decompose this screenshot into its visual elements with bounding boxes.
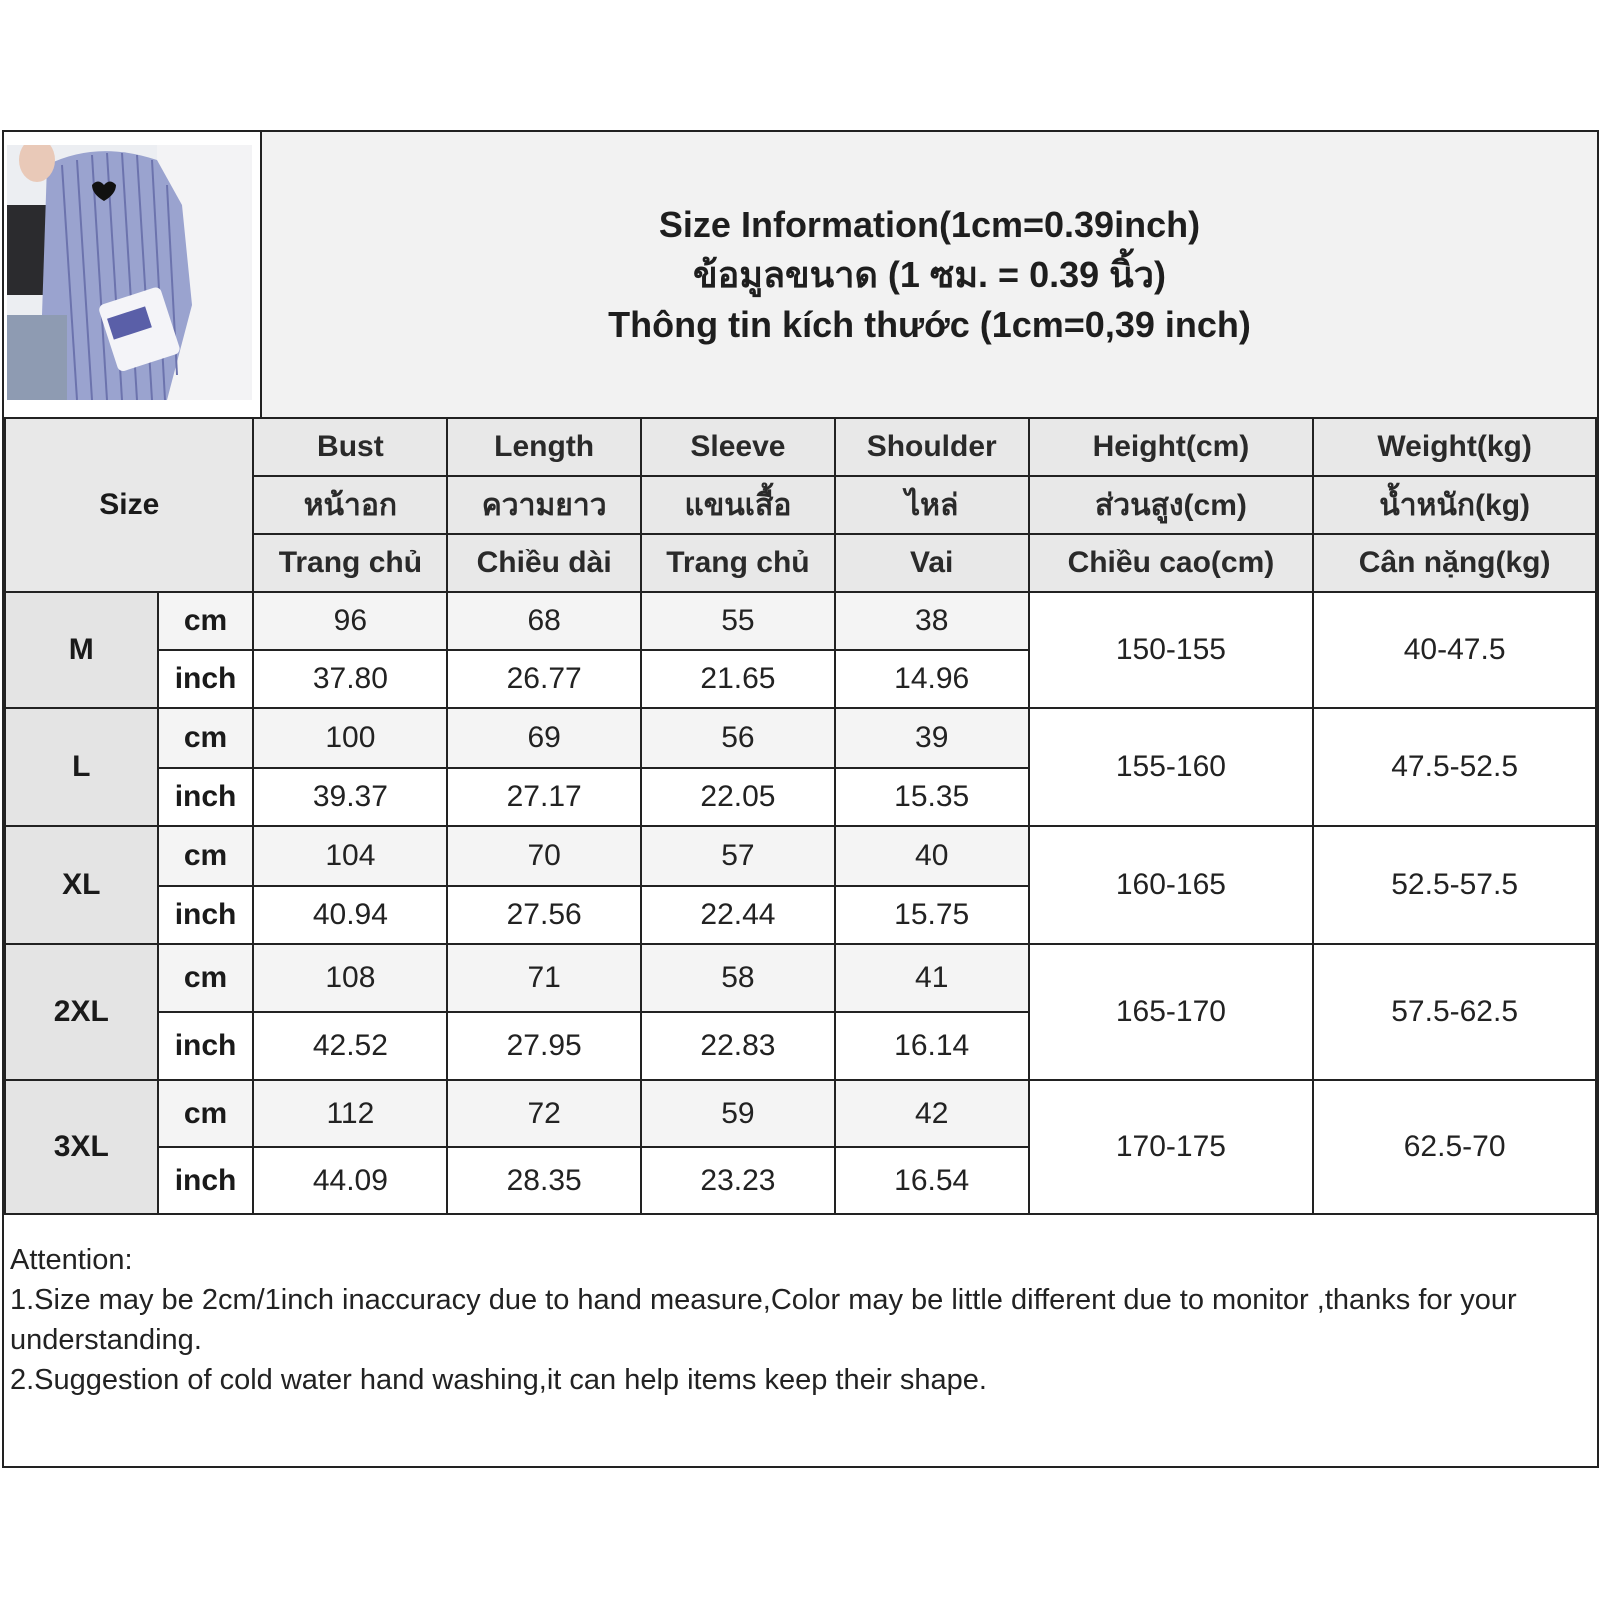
unit-inch-label: inch [158,768,254,826]
table-cell: 22.05 [641,768,835,826]
size-3xl-label: 3XL [5,1080,158,1214]
table-cell: 57 [641,826,835,886]
table-cell: 71 [447,944,641,1012]
height-range: 160-165 [1029,826,1314,944]
header-shoulder-thai: ไหล่ [835,476,1029,534]
table-cell: 96 [253,592,447,650]
header-height-thai: ส่วนสูง(cm) [1029,476,1314,534]
table-row [5,708,1596,768]
unit-cm-label: cm [158,1080,254,1147]
header-height-vi: Chiều cao(cm) [1029,534,1314,592]
height-range: 155-160 [1029,708,1314,826]
size-xl-label: XL [5,826,158,944]
table-cell: 39.37 [253,768,447,826]
size-m-label: M [5,592,158,708]
table-cell: 40.94 [253,886,447,944]
header-weight-thai: น้ำหนัก(kg) [1313,476,1596,534]
attention-note-1: 1.Size may be 2cm/1inch inaccuracy due to hand measure,Color may be little different due to monitor ,thanks for your understanding. [10,1284,1517,1356]
table-row [5,592,1596,650]
table-cell: 56 [641,708,835,768]
table-cell: 72 [447,1080,641,1147]
size-column-label: Size [5,418,253,592]
table-cell: 108 [253,944,447,1012]
table-cell: 16.54 [835,1147,1029,1214]
header-shoulder-vi: Vai [835,534,1029,592]
table-cell: 37.80 [253,650,447,708]
header-weight-vi: Cân nặng(kg) [1313,534,1596,592]
table-cell: 70 [447,826,641,886]
table-cell: 104 [253,826,447,886]
weight-range: 40-47.5 [1313,592,1596,708]
header-length-vi: Chiều dài [447,534,641,592]
table-cell: 44.09 [253,1147,447,1214]
header-height: Height(cm) [1029,418,1314,476]
weight-range: 52.5-57.5 [1313,826,1596,944]
table-cell: 42.52 [253,1012,447,1080]
size-2xl-label: 2XL [5,944,158,1080]
attention-heading: Attention: [10,1244,133,1276]
table-cell: 112 [253,1080,447,1147]
size-info-title-box [260,132,1597,417]
header-length-thai: ความยาว [447,476,641,534]
header-shoulder: Shoulder [835,418,1029,476]
title-thai: ข้อมูลขนาด (1 ซม. = 0.39 นิ้ว) [693,253,1166,295]
product-photo [7,145,252,400]
table-cell: 27.17 [447,768,641,826]
table-cell: 21.65 [641,650,835,708]
header-bust-thai: หน้าอก [253,476,447,534]
table-cell: 28.35 [447,1147,641,1214]
height-range: 165-170 [1029,944,1314,1080]
header-sleeve: Sleeve [641,418,835,476]
table-cell: 58 [641,944,835,1012]
header-sleeve-vi: Trang chủ [641,534,835,592]
unit-inch-label: inch [158,1147,254,1214]
table-cell: 68 [447,592,641,650]
table-cell: 16.14 [835,1012,1029,1080]
height-range: 150-155 [1029,592,1314,708]
table-row [5,944,1596,1012]
unit-cm-label: cm [158,708,254,768]
header-sleeve-thai: แขนเสื้อ [641,476,835,534]
unit-inch-label: inch [158,886,254,944]
table-cell: 39 [835,708,1029,768]
table-cell: 42 [835,1080,1029,1147]
striped-shirt-image [7,145,252,400]
table-cell: 23.23 [641,1147,835,1214]
header-weight: Weight(kg) [1313,418,1596,476]
table-cell: 27.56 [447,886,641,944]
table-cell: 22.44 [641,886,835,944]
title-english: Size Information(1cm=0.39inch) [658,203,1201,245]
header-bust-vi: Trang chủ [253,534,447,592]
size-table [4,417,1597,1215]
size-chart-sheet [2,130,1599,1468]
table-cell: 41 [835,944,1029,1012]
weight-range: 47.5-52.5 [1313,708,1596,826]
unit-cm-label: cm [158,826,254,886]
table-cell: 27.95 [447,1012,641,1080]
table-row [5,826,1596,886]
table-cell: 26.77 [447,650,641,708]
table-cell: 55 [641,592,835,650]
table-cell: 59 [641,1080,835,1147]
unit-inch-label: inch [158,1012,254,1080]
weight-range: 62.5-70 [1313,1080,1596,1214]
table-cell: 15.75 [835,886,1029,944]
header-length: Length [447,418,641,476]
table-cell: 100 [253,708,447,768]
table-cell: 69 [447,708,641,768]
title-vietnamese: Thông tin kích thước (1cm=0,39 inch) [608,303,1251,345]
header-bust: Bust [253,418,447,476]
unit-cm-label: cm [158,944,254,1012]
table-cell: 15.35 [835,768,1029,826]
attention-note-2: 2.Suggestion of cold water hand washing,it can help items keep their shape. [10,1364,987,1396]
header-row-english [5,418,1596,476]
table-cell: 38 [835,592,1029,650]
height-range: 170-175 [1029,1080,1314,1214]
unit-cm-label: cm [158,592,254,650]
table-cell: 14.96 [835,650,1029,708]
table-cell: 40 [835,826,1029,886]
table-cell: 22.83 [641,1012,835,1080]
weight-range: 57.5-62.5 [1313,944,1596,1080]
unit-inch-label: inch [158,650,254,708]
table-row [5,1080,1596,1147]
attention-notes [10,1240,1590,1400]
size-l-label: L [5,708,158,826]
